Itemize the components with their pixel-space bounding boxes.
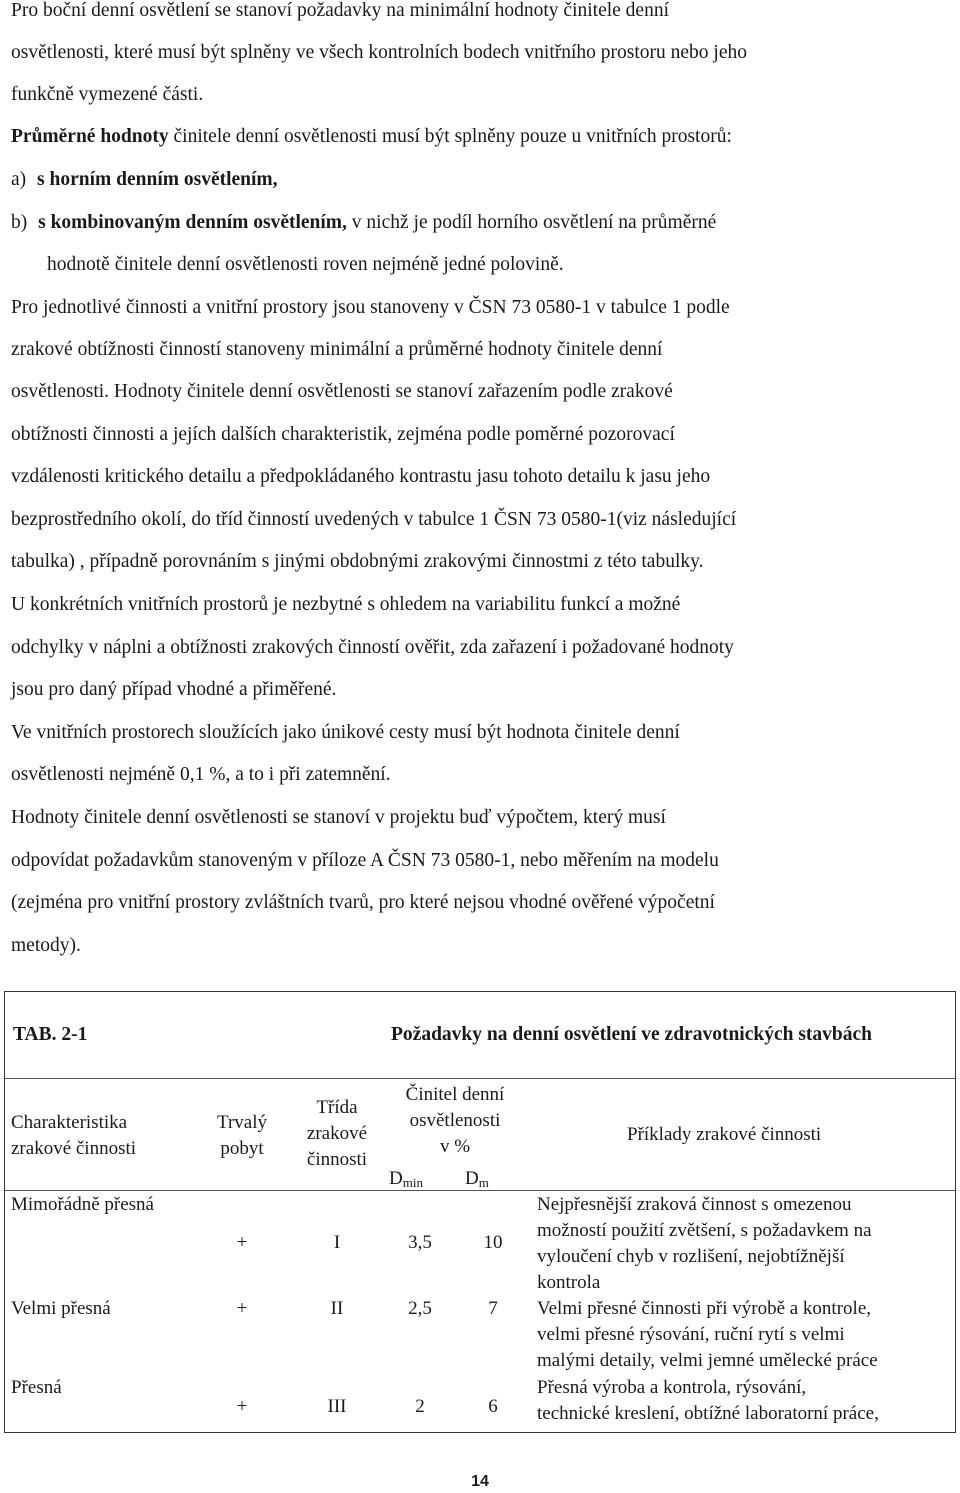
header-permanent (201, 1110, 283, 1162)
table-rule (5, 1078, 955, 1079)
row-dmin: 3,5 (408, 1232, 432, 1253)
text-line: Hodnoty činitele denní osvětlenosti se stanoví v projektu buď výpočtem, který musí (11, 807, 666, 828)
text-line (11, 212, 716, 234)
header-text: D (389, 1168, 403, 1189)
header-characteristic (11, 1110, 136, 1162)
row-characteristic: Mimořádně přesná (11, 1194, 154, 1215)
text-line: funkčně vymezené části. (11, 84, 204, 105)
header-text: zrakové činnosti (11, 1138, 137, 1159)
row-class: I (333, 1232, 341, 1253)
header-factor (385, 1082, 525, 1160)
text-line: vzdálenosti kritického detailu a předpokládaného kontrastu jasu tohoto detailu k jasu jeho (11, 466, 711, 487)
row-permanent: + (236, 1298, 248, 1319)
text-line: jsou pro daný případ vhodné a přiměřené. (11, 679, 337, 700)
requirements-table (4, 991, 956, 1433)
header-dmin (389, 1166, 423, 1196)
text-line: metody). (11, 935, 81, 956)
bold-lead: Průměrné hodnoty (11, 126, 169, 147)
example-line: technické kreslení, obtížné laboratorní práce, (537, 1403, 879, 1424)
text-line: Ve vnitřních prostorech sloužících jako únikové cesty musí být hodnota činitele denní (11, 722, 680, 743)
row-dm: 10 (483, 1232, 503, 1253)
row-permanent: + (236, 1396, 248, 1417)
example-line: kontrola (537, 1272, 601, 1293)
row-examples (537, 1296, 878, 1374)
header-dm (465, 1166, 489, 1196)
text-line: Pro boční denní osvětlení se stanoví požadavky na minimální hodnoty činitele denní (11, 0, 669, 21)
text-line: bezprostředního okolí, do tříd činností uvedených v tabulce 1 ČSN 73 0580-1(viz následující (11, 509, 737, 530)
list-text: s horním denním osvětlením, (37, 169, 278, 190)
text-line: Pro jednotlivé činnosti a vnitřní prostory jsou stanoveny v ČSN 73 0580-1 v tabulce 1 podle (11, 297, 730, 318)
header-examples: Příklady zrakové činnosti (627, 1124, 822, 1145)
text-line: osvětlenosti, které musí být splněny ve všech kontrolních bodech vnitřního prostoru nebo jeho (11, 42, 747, 63)
row-permanent: + (236, 1232, 248, 1253)
list-marker: a) (11, 169, 27, 190)
page-number: 14 (471, 1473, 489, 1490)
text-line: osvětlenosti. Hodnoty činitele denní osvětlenosti se stanoví zařazením podle zrakové (11, 381, 673, 402)
header-text: pobyt (220, 1138, 264, 1159)
header-subscript: min (402, 1175, 423, 1190)
row-dm: 6 (488, 1396, 498, 1417)
header-text: Trvalý (217, 1112, 267, 1133)
row-class: II (330, 1298, 344, 1319)
table-title: Požadavky na denní osvětlení ve zdravotnických stavbách (391, 1024, 873, 1045)
text-line: odpovídat požadavkům stanoveným v příloze A ČSN 73 0580-1, nebo měřením na modelu (11, 850, 719, 871)
row-characteristic: Přesná (11, 1377, 62, 1398)
header-text: Třída (316, 1097, 358, 1118)
example-line: Přesná výroba a kontrola, rýsování, (537, 1377, 807, 1398)
header-text: zrakové (306, 1123, 368, 1144)
example-line: velmi přesné rýsování, ruční rytí s velmi (537, 1324, 845, 1345)
text-line: tabulka) , případně porovnáním s jinými obdobnými zrakovými činnostmi z této tabulky. (11, 551, 704, 572)
header-subscript: m (478, 1175, 489, 1190)
header-text: D (465, 1168, 479, 1189)
row-dmin: 2,5 (408, 1298, 432, 1319)
text-line: odchylky v náplni a obtížnosti zrakových činností ověřit, zda zařazení i požadované hodnoty (11, 637, 734, 658)
text-line: U konkrétních vnitřních prostorů je nezbytné s ohledem na variabilitu funkcí a možné (11, 594, 681, 615)
row-class: III (327, 1396, 347, 1417)
row-examples (537, 1192, 872, 1296)
example-line: Velmi přesné činnosti při výrobě a kontrole, (537, 1298, 872, 1319)
header-text: v % (439, 1136, 471, 1157)
list-bold-text: s kombinovaným denním osvětlením, (38, 212, 347, 233)
row-characteristic: Velmi přesná (11, 1298, 111, 1319)
example-line: možností použití zvětšení, s požadavkem na (537, 1220, 872, 1241)
header-text: Charakteristika (11, 1112, 128, 1133)
table-label: TAB. 2-1 (13, 1024, 88, 1045)
header-text: Činitel denní (405, 1084, 505, 1105)
header-class (289, 1095, 385, 1173)
row-dmin: 2 (415, 1396, 425, 1417)
text-line: zrakové obtížnosti činností stanoveny minimální a průměrné hodnoty činitele denní (11, 339, 663, 360)
text-span: činitele denní osvětlenosti musí být splněny pouze u vnitřních prostorů: (168, 126, 732, 147)
text-span: v nichž je podíl horního osvětlení na průměrné (346, 212, 717, 233)
header-text: činnosti (306, 1149, 368, 1170)
example-line: malými detaily, velmi jemné umělecké práce (537, 1350, 878, 1371)
text-line: hodnotě činitele denní osvětlenosti roven nejméně jedné polovině. (47, 254, 564, 275)
example-line: vyloučení chyb v rozlišení, nejobtížnější (537, 1246, 845, 1267)
header-text: osvětlenosti (409, 1110, 501, 1131)
text-line (11, 169, 278, 191)
text-line (11, 126, 732, 148)
text-line: (zejména pro vnitřní prostory zvláštních tvarů, pro které nejsou vhodné ověřené výpočetní (11, 892, 715, 913)
row-dm: 7 (488, 1298, 498, 1319)
text-line: obtížnosti činnosti a jejích dalších charakteristik, zejména podle poměrné pozorovací (11, 424, 675, 445)
text-line: osvětlenosti nejméně 0,1 %, a to i při zatemnění. (11, 764, 391, 785)
example-line: Nejpřesnější zraková činnost s omezenou (537, 1194, 852, 1215)
row-examples (537, 1375, 879, 1427)
list-marker: b) (11, 212, 28, 233)
